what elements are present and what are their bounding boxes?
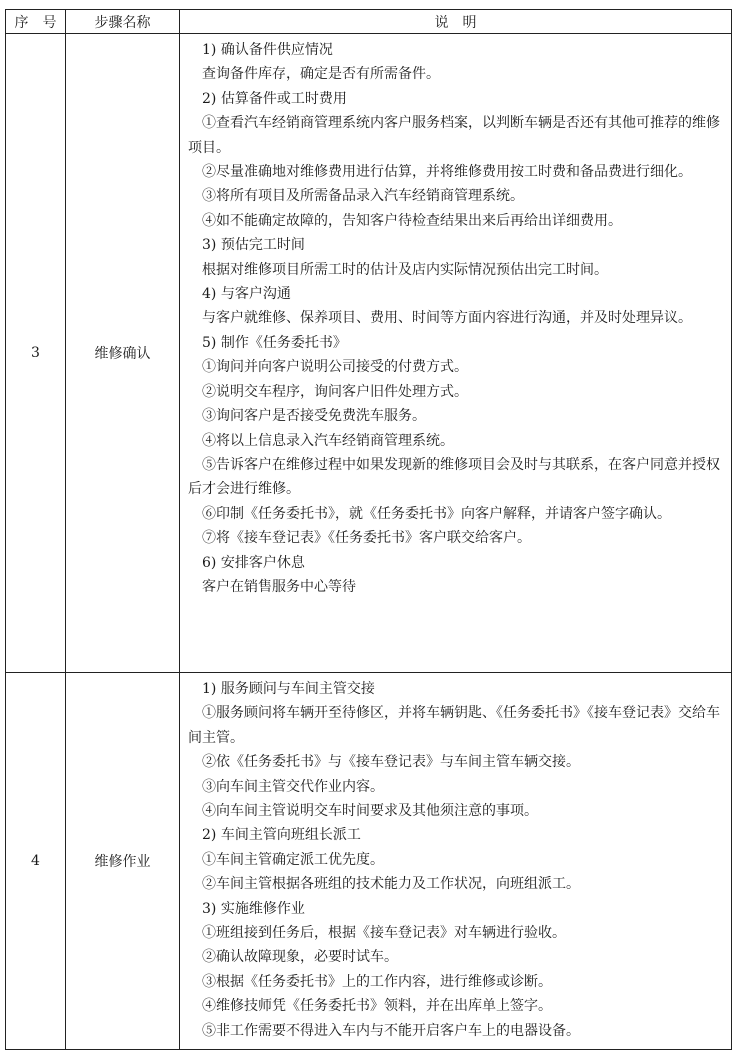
description-line: ②尽量准确地对维修费用进行估算，并将维修费用按工时费和备品费进行细化。 (202, 164, 692, 181)
description-line: ④如不能确定故障的，告知客户待检查结果出来后再给出详细费用。 (202, 212, 622, 229)
description-line: 1) 确认备件供应情况 (202, 42, 333, 58)
description-line: ①查看汽车经销商管理系统内客户服务档案，以判断车辆是否还有其他可推荐的维修项目。 (188, 115, 720, 156)
header-no: 序 号 (6, 10, 66, 34)
description-line: ③根据《任务委托书》上的工作内容，进行维修或诊断。 (202, 973, 552, 990)
step-name: 维修作业 (66, 673, 180, 1050)
description-box (180, 34, 731, 605)
description-line: 4) 与客户沟通 (202, 286, 291, 303)
description-box (180, 673, 731, 1049)
description-line: ①询问并向客户说明公司接受的付费方式。 (202, 359, 468, 376)
description-line: ②确认故障现象，必要时试车。 (202, 949, 398, 966)
description-line: ④将以上信息录入汽车经销商管理系统。 (202, 432, 454, 449)
step-name: 维修确认 (66, 34, 180, 673)
header-step: 步骤名称 (66, 10, 180, 34)
description-line: 查询备件库存，确定是否有所需备件。 (202, 66, 440, 83)
description-line: 3) 预估完工时间 (202, 237, 305, 254)
description-line: 5) 制作《任务委托书》 (202, 334, 347, 351)
description-line: 与客户就维修、保养项目、费用、时间等方面内容进行沟通，并及时处理异议。 (202, 310, 692, 327)
description-line: ⑤非工作需要不得进入车内与不能开启客户车上的电器设备。 (202, 1022, 580, 1039)
description-line: 客户在销售服务中心等待 (202, 578, 356, 595)
table-header-row (6, 10, 732, 34)
description-line: ③将所有项目及所需备品录入汽车经销商管理系统。 (202, 188, 524, 205)
description-line: ②车间主管根据各班组的技术能力及工作状况，向班组派工。 (202, 876, 580, 893)
table-row (6, 673, 732, 1050)
description-line: 3) 实施维修作业 (202, 900, 305, 917)
description-line: ①车间主管确定派工优先度。 (202, 851, 384, 868)
row-number: 4 (6, 673, 66, 1050)
description-line: ④维修技师凭《任务委托书》领料，并在出库单上签字。 (202, 998, 552, 1015)
description-line: 根据对维修项目所需工时的估计及店内实际情况预估出完工时间。 (202, 261, 608, 278)
description-line: ②说明交车程序，询问客户旧件处理方式。 (202, 383, 468, 400)
header-desc: 说 明 (180, 10, 732, 34)
procedure-table (5, 9, 732, 1050)
description-line: ⑦将《接车登记表》《任务委托书》客户联交给客户。 (202, 530, 531, 547)
description-line: ⑥印制《任务委托书》，就《任务委托书》向客户解释，并请客户签字确认。 (202, 505, 671, 522)
step-description (180, 673, 732, 1050)
description-line: ④向车间主管说明交车时间要求及其他须注意的事项。 (202, 803, 538, 820)
row-number: 3 (6, 34, 66, 673)
description-line: ②依《任务委托书》与《接车登记表》与车间主管车辆交接。 (202, 754, 580, 771)
description-line: 6) 安排客户休息 (202, 554, 305, 571)
description-line: ③询问客户是否接受免费洗车服务。 (202, 408, 426, 425)
description-line: 2) 估算备件或工时费用 (202, 90, 347, 107)
step-description (180, 34, 732, 673)
description-line: ⑤告诉客户在维修过程中如果发现新的维修项目会及时与其联系，在客户同意并授权后才会进行维修。 (188, 456, 720, 498)
description-line: ③向车间主管交代作业内容。 (202, 778, 384, 795)
description-line: 1) 服务顾问与车间主管交接 (202, 681, 375, 697)
description-line: ①服务顾问将车辆开至待修区，并将车辆钥匙、《任务委托书》《接车登记表》交给车间主管。 (188, 705, 720, 746)
table-row (6, 34, 732, 673)
description-line: ①班组接到任务后，根据《接车登记表》对车辆进行验收。 (202, 925, 566, 942)
description-line: 2) 车间主管向班组长派工 (202, 827, 361, 844)
